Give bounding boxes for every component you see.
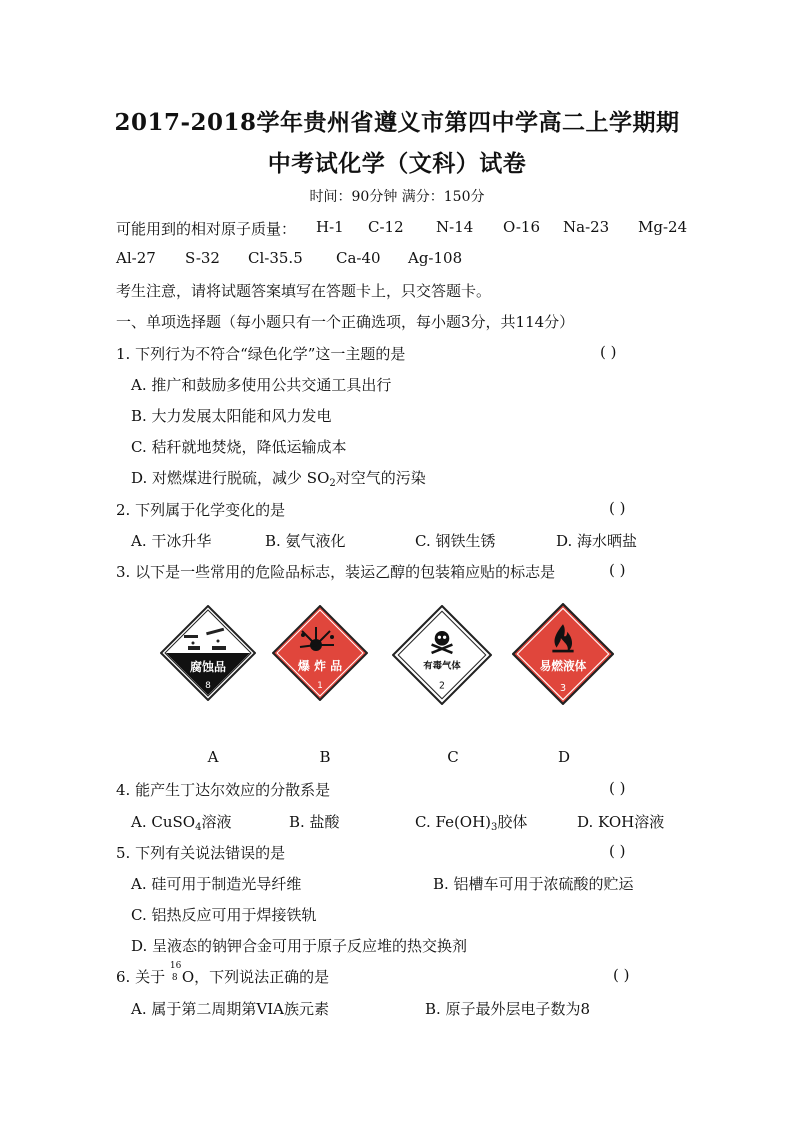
toxic-gas-hazard-sign [392,605,492,705]
atomic-mass-c: C-12 [368,218,404,236]
question-1-answer-paren: ( ) [600,343,617,361]
question-1-option-c: C. 秸秆就地焚烧，降低运输成本 [131,438,347,456]
question-2-option-c: C. 钢铁生锈 [415,532,496,550]
question-4-option-c-subscript: 3 [491,822,498,833]
question-1-option-d [131,467,426,489]
question-2-option-d: D. 海水晒盐 [556,532,638,550]
time-info: 时间：90分钟 满分：150分 [309,189,485,205]
question-2-stem: 2. 下列属于化学变化的是 [116,501,286,519]
corrosive-hazard-sign [160,605,256,701]
flammable-sign-number: 3 [559,683,567,695]
question-6-stem-suffix: ，下列说法正确的是 [194,968,330,986]
question-6-option-b: B. 原子最外层电子数为8 [425,1000,591,1018]
atomic-number: 8 [171,973,178,983]
question-2-option-a: A. 干冰升华 [131,532,212,550]
nuclide-notation [169,961,182,983]
question-4-option-a [131,811,231,833]
question-4-option-b: B. 盐酸 [289,813,340,831]
atomic-mass-o: O-16 [503,218,541,236]
toxic-gas-sign-number: 2 [439,680,445,692]
mass-number: 16 [169,961,182,971]
question-1-option-d-suffix: 对空气的污染 [335,469,426,487]
question-4-option-d: D. KOH溶液 [577,813,665,831]
corrosive-sign-number: 8 [205,681,211,691]
sign-label-d: D [557,748,571,766]
atomic-mass-s: S-32 [185,249,220,267]
question-5-option-a: A. 硅可用于制造光导纤维 [131,875,302,893]
question-6-element-symbol: O [181,968,195,986]
flammable-sign-text: 易燃液体 [539,658,587,673]
question-3-answer-paren: ( ) [609,561,626,579]
sign-label-b: B [319,748,331,766]
atomic-mass-na: Na-23 [563,218,610,236]
question-2-answer-paren: ( ) [609,499,626,517]
atomic-mass-h: H-1 [316,218,344,236]
explosive-hazard-sign [272,605,368,701]
question-4-option-c-prefix: C. Fe(OH) [415,813,492,831]
question-5-stem: 5. 下列有关说法错误的是 [116,844,286,862]
explosive-sign-number: 1 [317,681,323,691]
question-4-stem: 4. 能产生丁达尔效应的分散系是 [116,781,331,799]
explosive-sign-text: 爆 炸 品 [297,659,343,673]
sign-label-a: A [207,748,219,766]
question-1-option-d-subscript: 2 [329,478,336,489]
sign-label-c: C [447,748,459,766]
question-5-option-d: D. 呈液态的钠钾合金可用于原子反应堆的热交换剂 [131,937,468,955]
question-5-option-b: B. 铝槽车可用于浓硫酸的贮运 [433,875,634,893]
title-line-2: 中考试化学（文科）试卷 [267,150,527,177]
atomic-mass-mg: Mg-24 [638,218,688,236]
question-1-stem: 1. 下列行为不符合“绿色化学”这一主题的是 [116,345,406,363]
question-1-option-a: A. 推广和鼓励多使用公共交通工具出行 [131,376,392,394]
question-6-stem-prefix: 6. 关于 [116,968,170,986]
question-4-option-a-prefix: A. CuSO [131,813,196,831]
toxic-gas-sign-text: 有毒气体 [423,660,461,672]
question-4-answer-paren: ( ) [609,779,626,797]
title-line-1: 2017-2018学年贵州省遵义市第四中学高二上学期期 [114,109,680,136]
question-2-option-b: B. 氨气液化 [265,532,346,550]
section-heading: 一、单项选择题（每小题只有一个正确选项，每小题3分，共114分） [116,313,575,331]
atomic-mass-n: N-14 [436,218,474,236]
question-4-option-a-subscript: 4 [195,822,202,833]
question-4-option-a-suffix: 溶液 [201,813,232,831]
question-3-stem: 3. 以下是一些常用的危险品标志，装运乙醇的包装箱应贴的标志是 [116,563,556,581]
question-6-answer-paren: ( ) [613,966,630,984]
atomic-mass-label: 可能用到的相对原子质量： [116,220,297,238]
question-5-answer-paren: ( ) [609,842,626,860]
question-4-option-c-suffix: 胶体 [497,813,528,831]
question-6-stem [116,961,330,987]
question-1-option-d-prefix: D. 对燃煤进行脱硫，减少 SO [131,469,330,487]
atomic-mass-ca: Ca-40 [336,249,381,267]
flammable-liquid-hazard-sign [512,603,614,705]
atomic-mass-al: Al-27 [116,249,156,267]
corrosive-sign-text: 腐蚀品 [189,660,227,674]
question-1-option-b: B. 大力发展太阳能和风力发电 [131,407,332,425]
question-4-option-c [415,811,527,833]
question-6-option-a: A. 属于第二周期第VIA族元素 [131,1000,329,1018]
notice: 考生注意，请将试题答案填写在答题卡上，只交答题卡。 [116,282,492,300]
question-5-option-c: C. 铝热反应可用于焊接铁轨 [131,906,317,924]
atomic-mass-cl: Cl-35.5 [248,249,303,267]
atomic-mass-ag: Ag-108 [408,249,463,267]
